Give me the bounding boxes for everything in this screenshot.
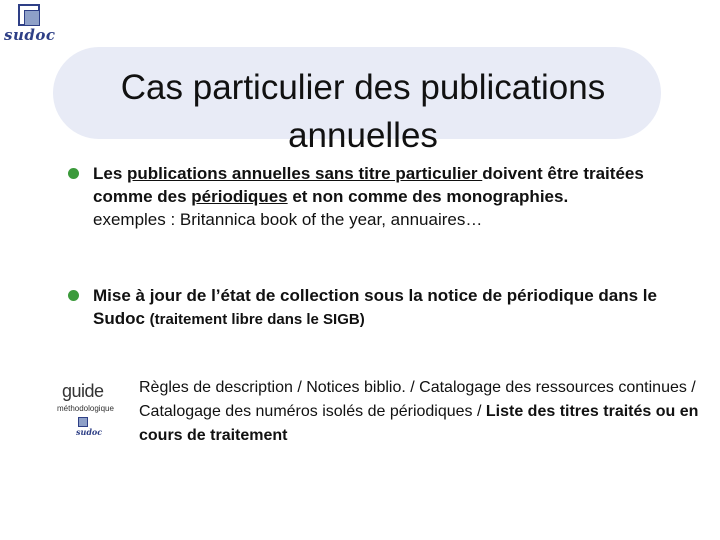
title-line-2: annuelles: [288, 116, 438, 155]
logo-square-fill: [24, 10, 40, 26]
bullet-1-part3: et non comme des monographies.: [287, 187, 569, 206]
bullet-1-example: exemples : Britannica book of the year, annuaires…: [93, 210, 483, 229]
bullet-2: [68, 284, 668, 331]
guide-icon[interactable]: [56, 375, 122, 441]
bullet-1-underline1: publications annuelles sans titre particulier: [127, 164, 483, 183]
guide-path-bold: Liste des titres traités ou en cours de traitement: [139, 403, 699, 444]
bullet-dot: [68, 290, 79, 301]
bullet-2-text: [93, 284, 668, 331]
guide-icon-word: guide: [62, 381, 104, 401]
bullet-1: [68, 162, 668, 231]
slide-title: [53, 64, 673, 160]
bullet-dot: [68, 168, 79, 179]
bullet-2-small: (traitement libre dans le SIGB): [149, 311, 365, 328]
guide-link-text[interactable]: [139, 376, 709, 448]
bullet-2-main: Mise à jour de l’état de collection sous la notice de périodique dans le Sudoc: [93, 286, 657, 328]
guide-path: Règles de description / Notices biblio. / Catalogage des ressources continues / Catalogage des numéros isolés de périodiques /: [139, 379, 696, 420]
bullet-1-underline2: périodiques: [191, 187, 288, 206]
title-line-1: Cas particulier des publications: [120, 68, 606, 107]
guide-icon-logo: sudoc: [76, 427, 103, 437]
bullet-1-part1: Les: [93, 164, 128, 183]
bullet-1-text: [93, 162, 668, 208]
logo-word: sudoc: [4, 26, 56, 44]
guide-icon-subtitle: méthodologique: [57, 404, 114, 413]
bullet-1-part2: doivent être traitées comme des: [93, 164, 644, 206]
guide-icon-square: [78, 417, 88, 427]
sudoc-logo: [4, 2, 56, 48]
